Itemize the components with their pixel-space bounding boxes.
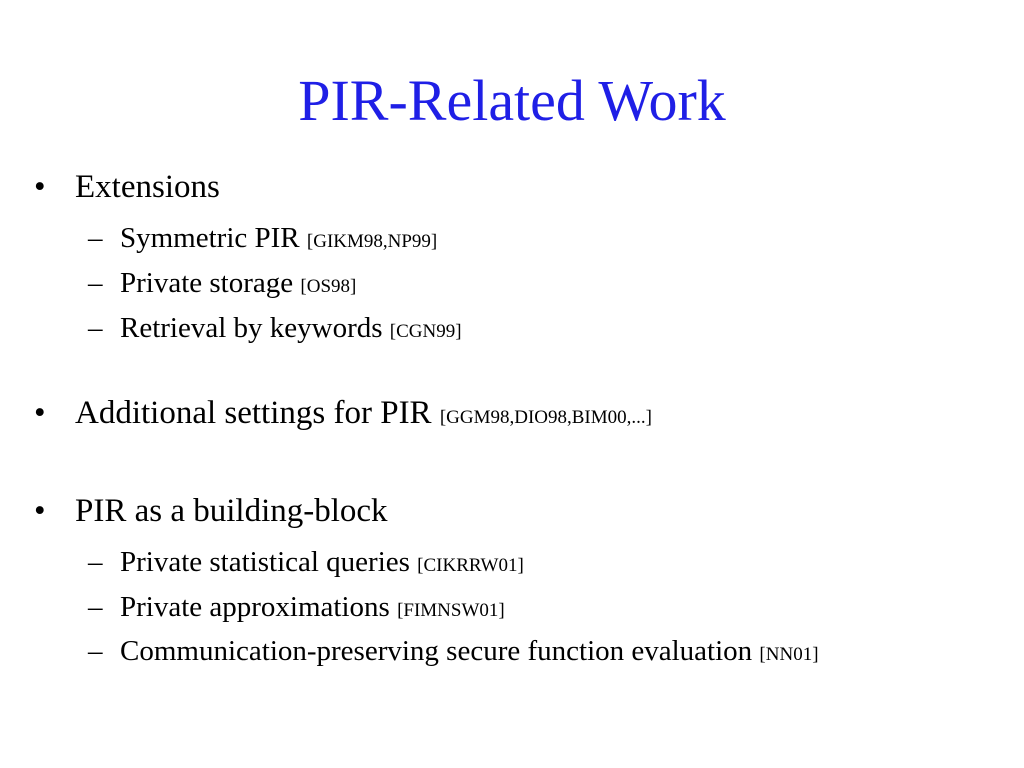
- dash-marker: –: [88, 591, 103, 623]
- sub-item-text: Private storage: [120, 267, 294, 299]
- dash-marker: –: [88, 635, 103, 667]
- citation: [GGM98,DIO98,BIM00,...]: [439, 407, 652, 428]
- citation: [CIKRRW01]: [417, 555, 524, 576]
- bullet-marker: •: [34, 493, 46, 529]
- slide-title: PIR-Related Work: [298, 68, 726, 133]
- bullet-text: PIR as a building-block: [75, 493, 388, 529]
- bullet-text: Additional settings for PIR: [75, 395, 432, 431]
- citation: [OS98]: [300, 276, 357, 297]
- bullet-marker: •: [34, 395, 46, 431]
- sub-item-text: Communication-preserving secure function evaluation: [120, 635, 753, 667]
- sub-item-text: Retrieval by keywords: [120, 312, 383, 344]
- dash-marker: –: [88, 222, 103, 254]
- citation: [GIKM98,NP99]: [306, 231, 438, 252]
- dash-marker: –: [88, 312, 103, 344]
- bullet-marker: •: [34, 169, 46, 205]
- bullet-text: Extensions: [75, 169, 220, 205]
- dash-marker: –: [88, 546, 103, 578]
- citation: [FIMNSW01]: [397, 600, 505, 621]
- dash-marker: –: [88, 267, 103, 299]
- citation: [NN01]: [759, 644, 819, 665]
- sub-item-text: Private approximations: [120, 591, 390, 623]
- sub-item-text: Private statistical queries: [120, 546, 410, 578]
- citation: [CGN99]: [389, 321, 462, 342]
- sub-item-text: Symmetric PIR: [120, 222, 300, 254]
